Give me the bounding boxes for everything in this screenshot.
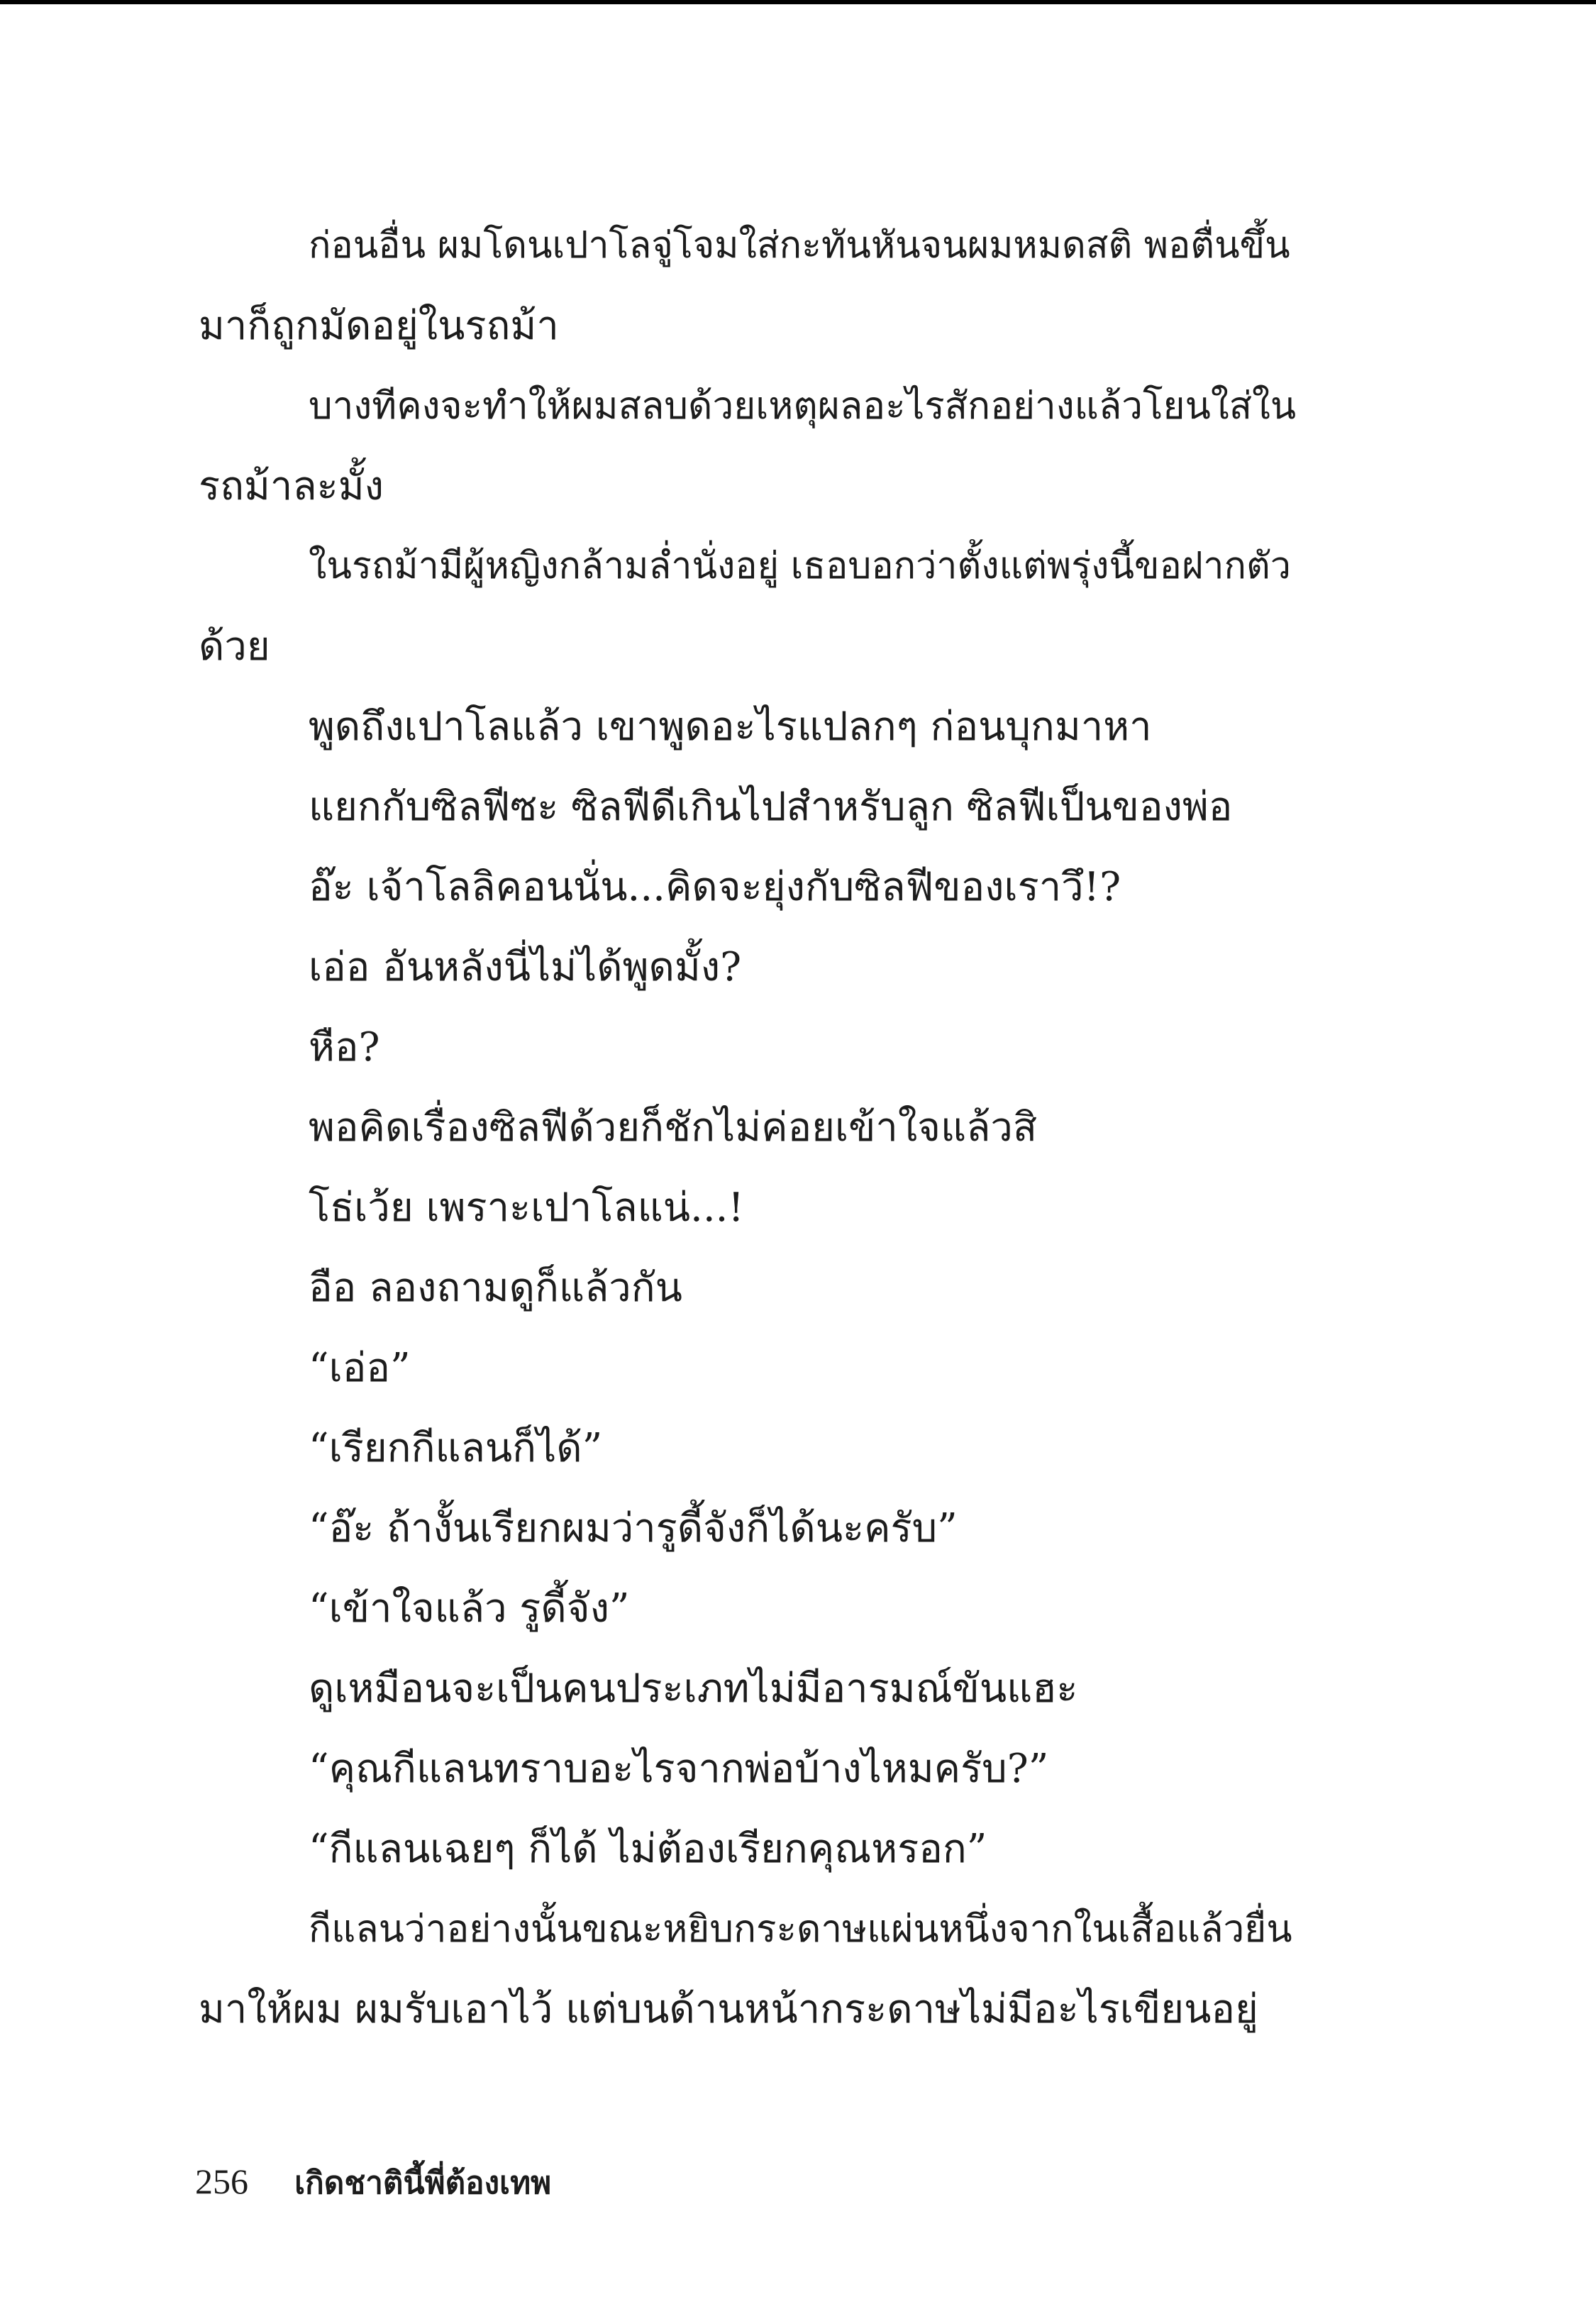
text-line: “อ๊ะ ถ้างั้นเรียกผมว่ารูดี้จังก็ได้นะครับ” (309, 1505, 958, 1551)
book-title: เกิดชาตินี้พี่ต้องเทพ (294, 2165, 552, 2201)
page-footer (195, 2153, 551, 2210)
text-line: ก่อนอื่น ผมโดนเปาโลจู่โจมใส่กะทันหันจนผมหมดสติ พอตื่นขึ้น (309, 224, 1290, 267)
text-line: พอคิดเรื่องซิลฟีด้วยก็ชักไม่ค่อยเข้าใจแล้วสิ (309, 1105, 1038, 1151)
text-line: พูดถึงเปาโลแล้ว เขาพูดอะไรแปลกๆ ก่อนบุกมาหา (309, 704, 1152, 750)
text-line: ในรถม้ามีผู้หญิงกล้ามล่ำนั่งอยู่ เธอบอกว่าตั้งแต่พรุ่งนี้ขอฝากตัว (309, 545, 1291, 587)
text-line: อ๊ะ เจ้าโลลิคอนนั่น...คิดจะยุ่งกับซิลฟีของเราวึ!? (309, 864, 1121, 910)
text-line: “เรียกกีแลนก็ได้” (309, 1425, 603, 1471)
text-line: ดูเหมือนจะเป็นคนประเภทไม่มีอารมณ์ขันแฮะ (309, 1666, 1078, 1712)
text-line: กีแลนว่าอย่างนั้นขณะหยิบกระดาษแผ่นหนึ่งจากในเสื้อแล้วยื่น (309, 1908, 1292, 1951)
text-line: มาก็ถูกมัดอยู่ในรถม้า (199, 303, 559, 349)
text-line: บางทีคงจะทำให้ผมสลบด้วยเหตุผลอะไรสักอย่างแล้วโยนใส่ใน (309, 384, 1297, 428)
text-line: หือ? (309, 1024, 380, 1070)
text-line: โธ่เว้ย เพราะเปาโลแน่...! (309, 1185, 744, 1231)
text-line: “เอ่อ” (309, 1345, 411, 1391)
text-line: เอ่อ อันหลังนี่ไม่ได้พูดมั้ง? (309, 944, 742, 990)
text-line: มาให้ผม ผมรับเอาไว้ แต่บนด้านหน้ากระดาษไม่มีอะไรเขียนอยู่ (199, 1986, 1258, 2032)
page-number: 256 (195, 2161, 248, 2201)
text-line: “คุณกีแลนทราบอะไรจากพ่อบ้างไหมครับ?” (309, 1746, 1049, 1792)
page-body-text (199, 206, 1305, 2049)
text-line: ด้วย (199, 624, 270, 670)
text-line: “กีแลนเฉยๆ ก็ได้ ไม่ต้องเรียกคุณหรอก” (309, 1826, 987, 1872)
text-line: อือ ลองถามดูก็แล้วกัน (309, 1265, 682, 1311)
text-line: “เข้าใจแล้ว รูดี้จัง” (309, 1585, 630, 1632)
text-line: แยกกับซิลฟีซะ ซิลฟีดีเกินไปสำหรับลูก ซิลฟีเป็นของพ่อ (309, 784, 1233, 830)
top-border-rule (0, 0, 1596, 4)
text-line: รถม้าละมั้ง (199, 463, 384, 509)
